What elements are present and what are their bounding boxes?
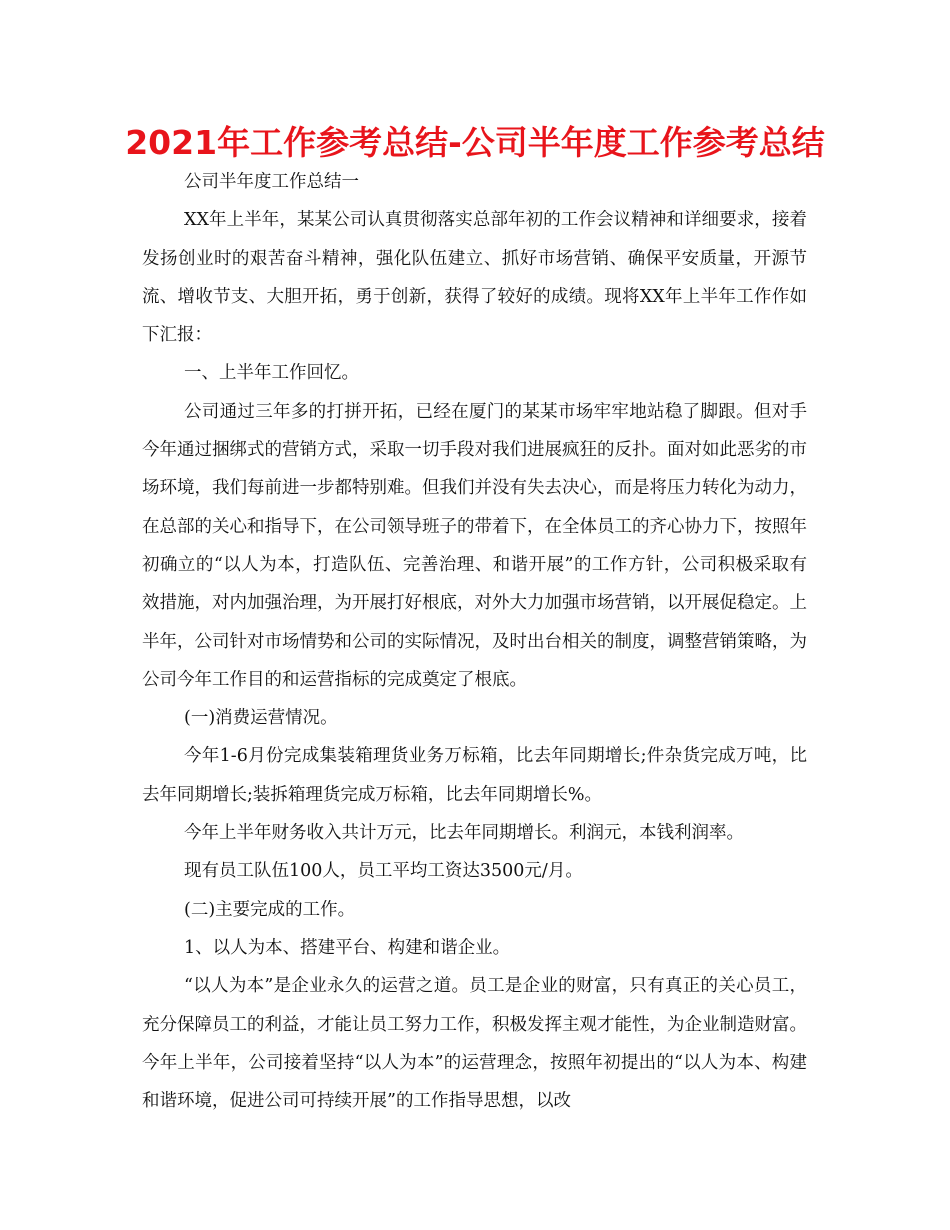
paragraph-review: 公司通过三年多的打拼开拓，已经在厦门的某某市场牢牢地站稳了脚跟。但对手今年通过捆绑式的营销方式，采取一切手段对我们进展疯狂的反扑。面对如此恶劣的市场环境，我们每前进一步都特别难。但我们并没有失去决心，而是将压力转化为动力，在总部的关心和指导下，在公司领导班子的带着下，在全体员工的齐心协力下，按照年初确立的“以人为本，打造队伍、完善治理、和谐开展”的工作方针，公司积极采取有效措施，对内加强治理，为开展打好根底，对外大力加强市场营销，以开展促稳定。上半年，公司针对市场情势和公司的实际情况，及时出台相关的制度，调整营销策略，为公司今年工作目的和运营指标的完成奠定了根底。 <box>142 401 807 690</box>
paragraph-finance: 今年上半年财务收入共计万元，比去年同期增长。利润元，本钱利润率。 <box>184 823 744 844</box>
section-heading-operations: (一)消费运营情况。 <box>184 708 338 729</box>
list-heading-people-first: 1、以人为本、搭建平台、构建和谐企业。 <box>184 937 511 958</box>
section-heading-review: 一、上半年工作回忆。 <box>184 363 359 384</box>
paragraph-staff: 现有员工队伍100人，员工平均工资达3500元/月。 <box>184 861 583 882</box>
section-heading-main-work: (二)主要完成的工作。 <box>184 899 356 920</box>
paragraph-subtitle: 公司半年度工作总结一 <box>184 172 359 192</box>
paragraph-intro: XX年上半年，某某公司认真贯彻落实总部年初的工作会议精神和详细要求，接着发扬创业时的艰苦奋斗精神，强化队伍建立、抓好市场营销、确保平安质量，开源节流、增收节支、大胆开拓，勇于创新，获得了较好的成绩。现将XX年上半年工作作如下汇报： <box>142 210 807 346</box>
document-title: 2021年工作参考总结-公司半年度工作参考总结 <box>125 123 825 162</box>
document-body <box>142 163 807 1120</box>
paragraph-throughput: 今年1-6月份完成集装箱理货业务万标箱，比去年同期增长;件杂货完成万吨，比去年同期增长;装拆箱理货完成万标箱，比去年同期增长%。 <box>142 746 807 805</box>
paragraph-people-first: “以人为本”是企业永久的运营之道。员工是企业的财富，只有真正的关心员工，充分保障员工的利益，才能让员工努力工作，积极发挥主观才能性，为企业制造财富。今年上半年，公司接着坚持“以人为本”的运营理念，按照年初提出的“以人为本、构建和谐环境，促进公司可持续开展”的工作指导思想，以改 <box>142 976 807 1112</box>
